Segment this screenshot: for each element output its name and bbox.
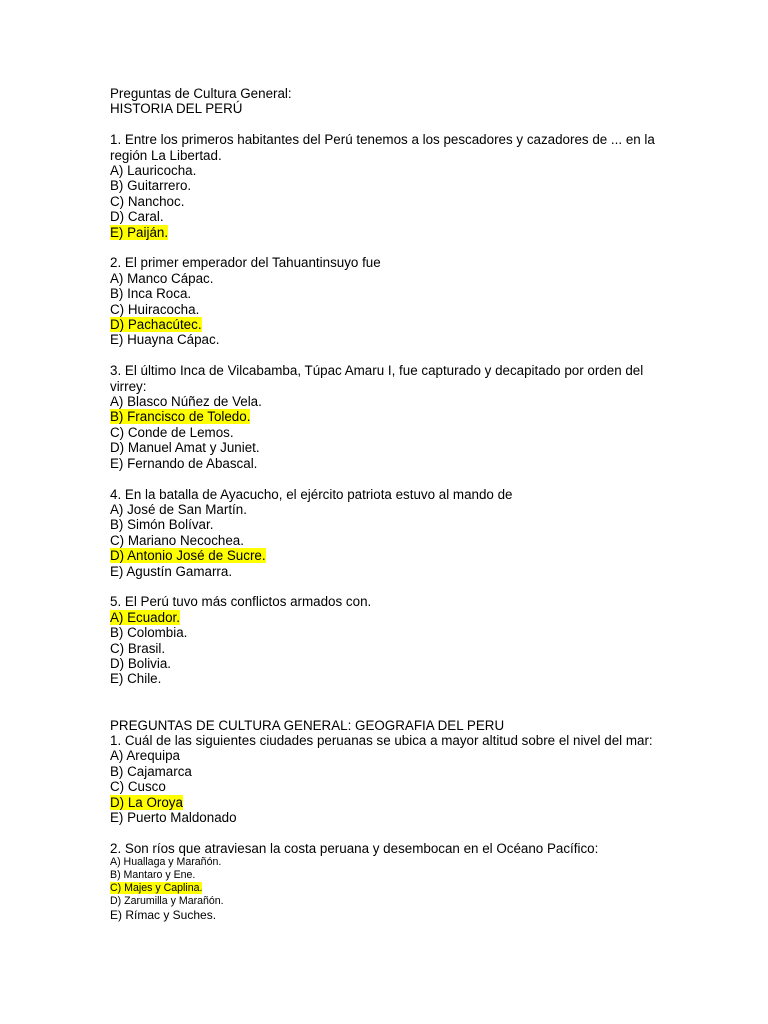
section-heading-geography: PREGUNTAS DE CULTURA GENERAL: GEOGRAFIA DEL PERU xyxy=(110,717,505,733)
highlighted-answer: D) Antonio José de Sucre. xyxy=(110,548,266,564)
highlighted-answer: C) Majes y Caplina. xyxy=(110,882,203,895)
answer-option: D) Manuel Amat y Juniet. xyxy=(110,440,260,456)
answer-option: C) Cusco xyxy=(110,779,166,795)
answer-option: B) Cajamarca xyxy=(110,763,192,779)
question-text: 2. Son ríos que atraviesan la costa peruana y desembocan en el Océano Pacífico: xyxy=(110,840,599,856)
document-title: Preguntas de Cultura General: xyxy=(110,86,292,101)
answer-option: E) Rímac y Suches. xyxy=(110,908,217,923)
answer-option: A) Huallaga y Marañón. xyxy=(110,856,222,869)
highlighted-answer: D) Pachacútec. xyxy=(110,317,202,333)
answer-option: A) Arequipa xyxy=(110,748,180,764)
answer-option: A) José de San Martín. xyxy=(110,501,247,517)
section-heading-history: HISTORIA DEL PERÚ xyxy=(110,101,243,117)
question-text: 1. Entre los primeros habitantes del Perú tenemos a los pescadores y cazadores de ... en la región La Libertad. xyxy=(110,132,655,163)
answer-option: C) Conde de Lemos. xyxy=(110,424,234,440)
answer-option: D) Bolivia. xyxy=(110,655,172,671)
question-text: 2. El primer emperador del Tahuantinsuyo fue xyxy=(110,255,381,271)
question-text: 3. El último Inca de Vilcabamba, Túpac Amaru I, fue capturado y decapitado por orden del virrey: xyxy=(110,363,644,394)
answer-option: D) Caral. xyxy=(110,209,164,225)
answer-option: A) Manco Cápac. xyxy=(110,270,214,286)
answer-option: B) Inca Roca. xyxy=(110,286,192,302)
answer-option: B) Mantaro y Ene. xyxy=(110,869,196,882)
answer-option: A) Blasco Núñez de Vela. xyxy=(110,394,262,410)
answer-option: A) Lauricocha. xyxy=(110,163,197,179)
answer-option: E) Chile. xyxy=(110,671,162,687)
answer-option: E) Puerto Maldonado xyxy=(110,810,237,825)
answer-option: E) Agustín Gamarra. xyxy=(110,563,233,579)
answer-option: E) Huayna Cápac. xyxy=(110,332,220,348)
highlighted-answer: B) Francisco de Toledo. xyxy=(110,409,251,425)
highlighted-answer: E) Paiján. xyxy=(110,224,169,240)
answer-option: C) Mariano Necochea. xyxy=(110,532,244,548)
answer-option: C) Brasil. xyxy=(110,640,166,656)
question-text: 1. Cuál de las siguientes ciudades peruanas se ubica a mayor altitud sobre el nivel del mar: xyxy=(110,732,653,748)
answer-option: B) Colombia. xyxy=(110,625,188,641)
answer-option: D) Zarumilla y Marañón. xyxy=(110,895,224,908)
answer-option: B) Simón Bolívar. xyxy=(110,517,214,533)
question-text: 5. El Perú tuvo más conflictos armados con. xyxy=(110,594,372,610)
highlighted-answer: A) Ecuador. xyxy=(110,609,180,625)
answer-option: C) Huiracocha. xyxy=(110,301,200,317)
document-content xyxy=(110,86,670,922)
answer-option: E) Fernando de Abascal. xyxy=(110,455,258,471)
answer-option: B) Guitarrero. xyxy=(110,178,192,194)
question-text: 4. En la batalla de Ayacucho, el ejército patriota estuvo al mando de xyxy=(110,486,513,502)
highlighted-answer: D) La Oroya xyxy=(110,794,183,810)
answer-option: C) Nanchoc. xyxy=(110,193,185,209)
